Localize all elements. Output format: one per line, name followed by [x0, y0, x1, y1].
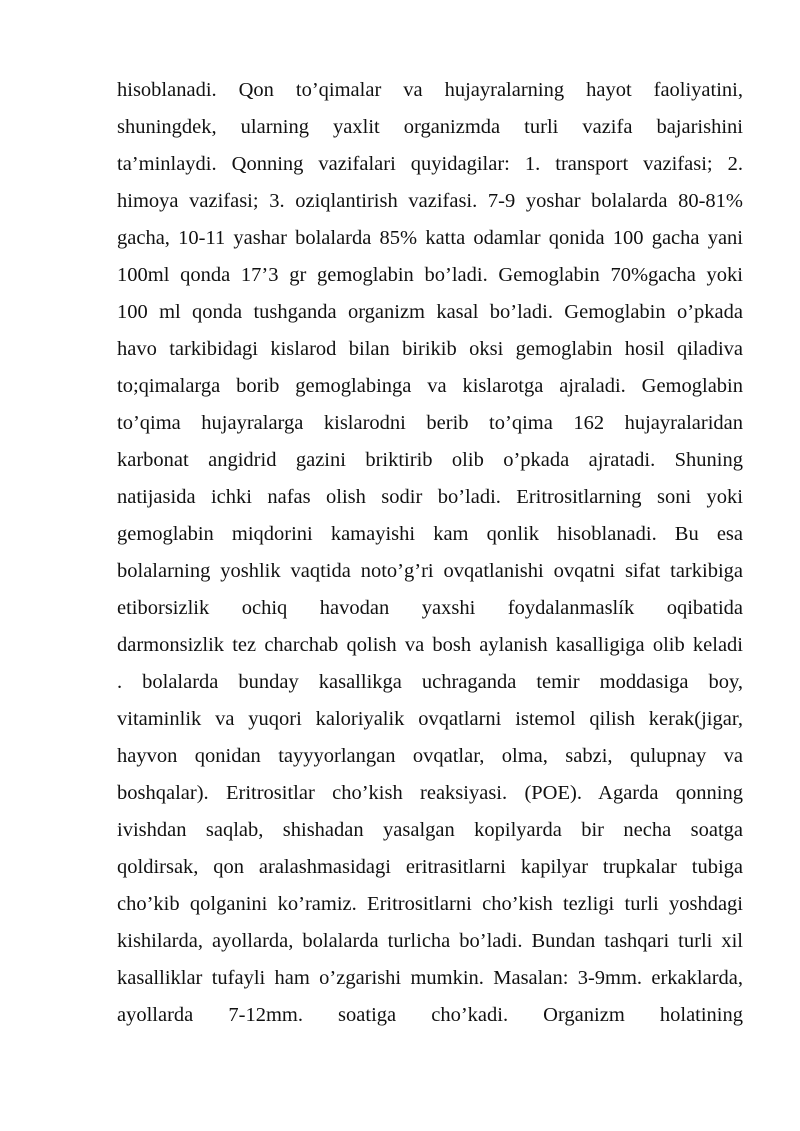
text-line: bolalarning yoshlik vaqtida noto’g’ri ovqatlanishi ovqatni sifat tarkibiga: [117, 560, 743, 582]
body-paragraph: [117, 72, 743, 1034]
text-line: ayollarda 7-12mm. soatiga cho’kadi. Organizm holatining: [117, 1004, 743, 1026]
text-line: to’qima hujayralarga kislarodni berib to’qima 162 hujayralaridan: [117, 412, 743, 434]
text-line: himoya vazifasi; 3. oziqlantirish vazifasi. 7-9 yoshar bolalarda 80-81%: [117, 190, 743, 212]
text-line: cho’kib qolganini ko’ramiz. Eritrositlarni cho’kish tezligi turli yoshdagi: [117, 893, 743, 915]
text-line: etiborsizlik ochiq havodan yaxshi foydalanmaslík oqibatida: [117, 597, 743, 619]
text-line: 100ml qonda 17’3 gr gemoglabin bo’ladi. Gemoglabin 70%gacha yoki: [117, 264, 743, 286]
text-line: hisoblanadi. Qon to’qimalar va hujayralarning hayot faoliyatini,: [117, 79, 743, 101]
text-line: shuningdek, ularning yaxlit organizmda turli vazifa bajarishini: [117, 116, 743, 138]
text-line: ta’minlaydi. Qonning vazifalari quyidagilar: 1. transport vazifasi; 2.: [117, 153, 743, 175]
text-line: vitaminlik va yuqori kaloriyalik ovqatlarni istemol qilish kerak(jigar,: [117, 708, 743, 730]
text-line: ivishdan saqlab, shishadan yasalgan kopilyarda bir necha soatga: [117, 819, 743, 841]
text-line: natijasida ichki nafas olish sodir bo’ladi. Eritrositlarning soni yoki: [117, 486, 743, 508]
text-line: hayvon qonidan tayyyorlangan ovqatlar, olma, sabzi, qulupnay va: [117, 745, 743, 767]
text-line: 100 ml qonda tushganda organizm kasal bo’ladi. Gemoglabin o’pkada: [117, 301, 743, 323]
text-line: gacha, 10-11 yashar bolalarda 85% katta odamlar qonida 100 gacha yani: [117, 227, 743, 249]
text-line: havo tarkibidagi kislarod bilan birikib oksi gemoglabin hosil qiladiva: [117, 338, 743, 360]
text-line: . bolalarda bunday kasallikga uchraganda temir moddasiga boy,: [117, 671, 743, 693]
text-line: qoldirsak, qon aralashmasidagi eritrasitlarni kapilyar trupkalar tubiga: [117, 856, 743, 878]
text-line: karbonat angidrid gazini briktirib olib o’pkada ajratadi. Shuning: [117, 449, 743, 471]
text-line: gemoglabin miqdorini kamayishi kam qonlik hisoblanadi. Bu esa: [117, 523, 743, 545]
text-line: boshqalar). Eritrositlar cho’kish reaksiyasi. (POE). Agarda qonning: [117, 782, 743, 804]
text-line: kasalliklar tufayli ham o’zgarishi mumkin. Masalan: 3-9mm. erkaklarda,: [117, 967, 743, 989]
text-line: darmonsizlik tez charchab qolish va bosh aylanish kasalligiga olib keladi: [117, 634, 743, 656]
text-line: kishilarda, ayollarda, bolalarda turlicha bo’ladi. Bundan tashqari turli xil: [117, 930, 743, 952]
text-line: to;qimalarga borib gemoglabinga va kislarotga ajraladi. Gemoglabin: [117, 375, 743, 397]
